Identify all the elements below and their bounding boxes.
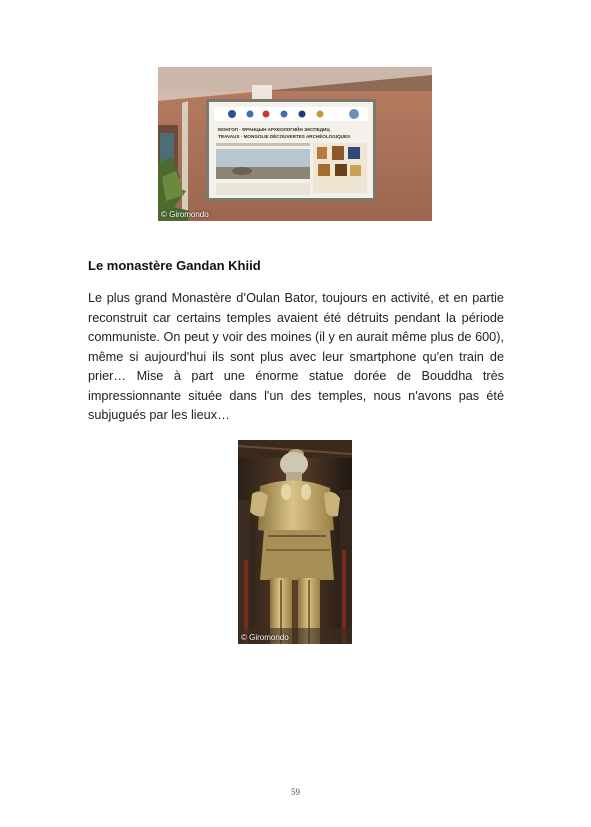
sign-line-1: МОНГОЛ · ФРАНЦЫН АРХЕОЛОГИЙН ЭКСПЕДИЦ	[218, 127, 330, 132]
sign-photo-image	[158, 67, 432, 221]
buddha-statue-photo	[238, 440, 352, 644]
photo-credit: © Giromondo	[241, 633, 289, 642]
body-paragraph: Le plus grand Monastère d’Oulan Bator, toujours en activité, et en partie reconstruit car certains temples avaient été détruits pendant la période communiste. On peut y voir des moines (il y en aurait même plus de 600), même si aujourd'hui ils sont plus avec leur smartphone qu'en train de prier… Mise à part une énorme statue dorée de Bouddha très impressionnante située dans l'un des temples, nous n'avons pas été subjugués par les lieux…	[88, 291, 504, 422]
section-heading: Le monastère Gandan Khiid	[88, 258, 261, 273]
photo-credit: © Giromondo	[161, 210, 209, 219]
sign-photo	[158, 67, 432, 221]
page-number: 59	[291, 787, 300, 797]
buddha-statue-image	[238, 440, 352, 644]
sign-line-2: TRAVAUX · MONGOLIE DÉCOUVERTES ARCHÉOLOGIQUES	[218, 134, 351, 139]
